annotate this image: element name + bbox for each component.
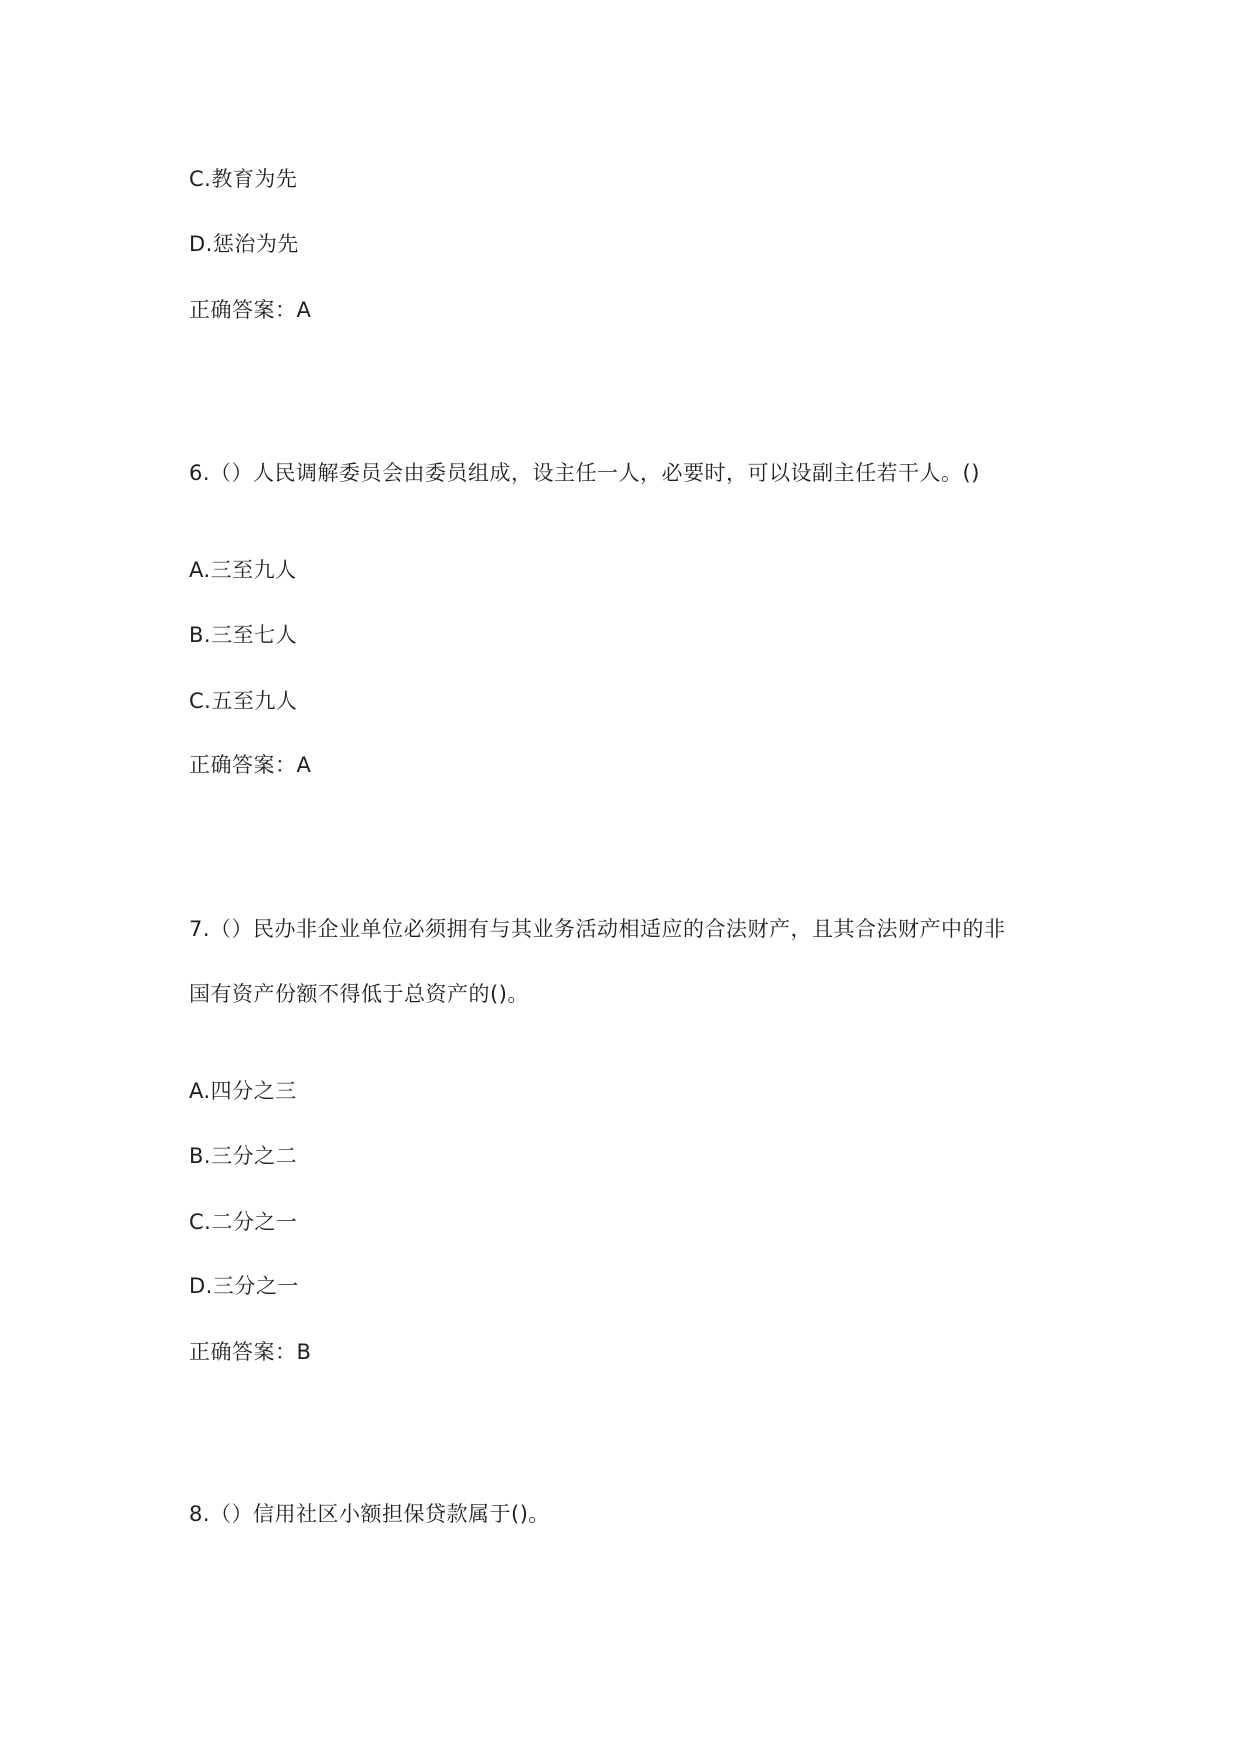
q6-option-c: C.五至九人	[189, 689, 298, 713]
q7-option-b: B.三分之二	[189, 1144, 298, 1168]
q6-question: 6.（）人民调解委员会由委员组成，设主任一人，必要时，可以设副主任若干人。()	[189, 461, 980, 485]
q6-answer: 正确答案：A	[189, 753, 312, 777]
q7-question-line-1: 7.（）民办非企业单位必须拥有与其业务活动相适应的合法财产，且其合法财产中的非	[189, 917, 1006, 941]
q7-option-c: C.二分之一	[189, 1210, 298, 1234]
q6-option-b: B.三至七人	[189, 623, 298, 647]
q7-answer: 正确答案：B	[189, 1340, 312, 1364]
q7-question-line-2: 国有资产份额不得低于总资产的()。	[189, 982, 529, 1006]
q7-option-a: A.四分之三	[189, 1079, 297, 1103]
q5-answer: 正确答案：A	[189, 298, 312, 322]
q7-option-d: D.三分之一	[189, 1274, 299, 1298]
q5-option-d: D.惩治为先	[189, 232, 299, 256]
q5-option-c: C.教育为先	[189, 167, 298, 191]
q6-option-a: A.三至九人	[189, 558, 297, 582]
q8-question: 8.（）信用社区小额担保贷款属于()。	[189, 1502, 550, 1526]
